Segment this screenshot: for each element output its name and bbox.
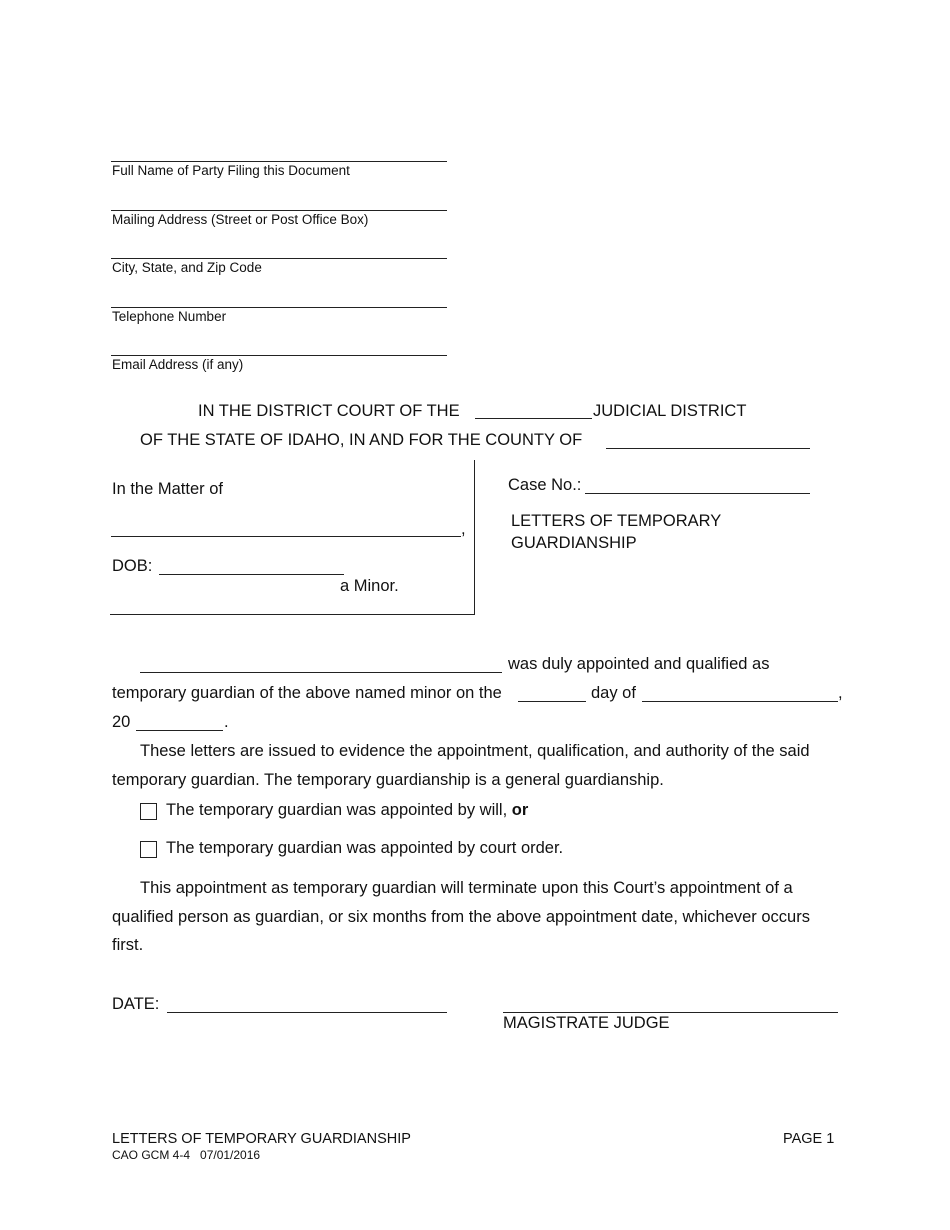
telephone-label: Telephone Number <box>112 309 227 324</box>
minor-name-comma: , <box>461 520 466 538</box>
para2-line1: These letters are issued to evidence the appointment, qualification, and authority of the said <box>140 742 810 760</box>
appointed-by-will-label <box>166 801 528 820</box>
para3-line3: first. <box>112 936 144 954</box>
month-blank[interactable] <box>642 701 838 702</box>
email-label: Email Address (if any) <box>112 357 244 372</box>
para3-line2: qualified person as guardian, or six months from the above appointment date, whichever occurs <box>112 908 810 926</box>
mailing-address-label: Mailing Address (Street or Post Office Box) <box>112 212 369 227</box>
mailing-address-line[interactable] <box>111 210 447 211</box>
footer-page-number: PAGE 1 <box>783 1131 835 1147</box>
trailing-comma: , <box>838 684 843 702</box>
appointed-by-court-checkbox[interactable] <box>140 841 157 858</box>
court-header-line2: OF THE STATE OF IDAHO, IN AND FOR THE COUNTY OF <box>140 431 583 449</box>
date-blank[interactable] <box>167 1012 447 1013</box>
city-state-zip-line[interactable] <box>111 258 447 259</box>
footer-form-code: CAO GCM 4-4 07/01/2016 <box>112 1148 261 1162</box>
minor-name-blank[interactable] <box>111 536 461 537</box>
year-prefix: 20 <box>112 713 131 731</box>
a-minor-label: a Minor. <box>340 577 399 595</box>
guardian-name-blank[interactable] <box>140 672 502 673</box>
doc-title-line2: GUARDIANSHIP <box>511 534 637 552</box>
court-header-line1-suffix: JUDICIAL DISTRICT <box>593 402 747 420</box>
footer-form-title: LETTERS OF TEMPORARY GUARDIANSHIP <box>112 1131 411 1147</box>
caption-divider <box>474 460 475 615</box>
full-name-label: Full Name of Party Filing this Document <box>112 163 350 178</box>
year-blank[interactable] <box>136 730 223 731</box>
appointed-by-will-text: The temporary guardian was appointed by will, <box>166 801 508 819</box>
full-name-line[interactable] <box>111 161 447 162</box>
case-no-blank[interactable] <box>585 493 810 494</box>
appointed-by-will-checkbox[interactable] <box>140 803 157 820</box>
appointed-text: was duly appointed and qualified as <box>508 655 770 673</box>
city-state-zip-label: City, State, and Zip Code <box>112 260 262 275</box>
telephone-line[interactable] <box>111 307 447 308</box>
appointed-by-court-label: The temporary guardian was appointed by court order. <box>166 839 564 857</box>
dob-blank[interactable] <box>159 574 344 575</box>
caption-bottom-rule <box>110 614 475 615</box>
judge-label: MAGISTRATE JUDGE <box>503 1014 670 1032</box>
dob-label: DOB: <box>112 557 153 575</box>
in-the-matter-of: In the Matter of <box>112 480 223 498</box>
judge-signature-line[interactable] <box>503 1012 838 1013</box>
doc-title-line1: LETTERS OF TEMPORARY <box>511 512 722 530</box>
para2-line2: temporary guardian. The temporary guardianship is a general guardianship. <box>112 771 664 789</box>
county-blank[interactable] <box>606 448 810 449</box>
case-no-label: Case No.: <box>508 476 582 494</box>
court-header-line1-prefix: IN THE DISTRICT COURT OF THE <box>198 402 460 420</box>
day-of-text: day of <box>591 684 636 702</box>
year-period: . <box>224 713 229 731</box>
judicial-district-blank[interactable] <box>475 418 592 419</box>
appointed-by-will-or: or <box>511 801 529 819</box>
date-label: DATE: <box>112 995 160 1013</box>
email-line[interactable] <box>111 355 447 356</box>
para3-line1: This appointment as temporary guardian will terminate upon this Court’s appointment of a <box>140 879 793 897</box>
day-blank[interactable] <box>518 701 586 702</box>
temp-guardian-text: temporary guardian of the above named minor on the <box>112 684 502 702</box>
